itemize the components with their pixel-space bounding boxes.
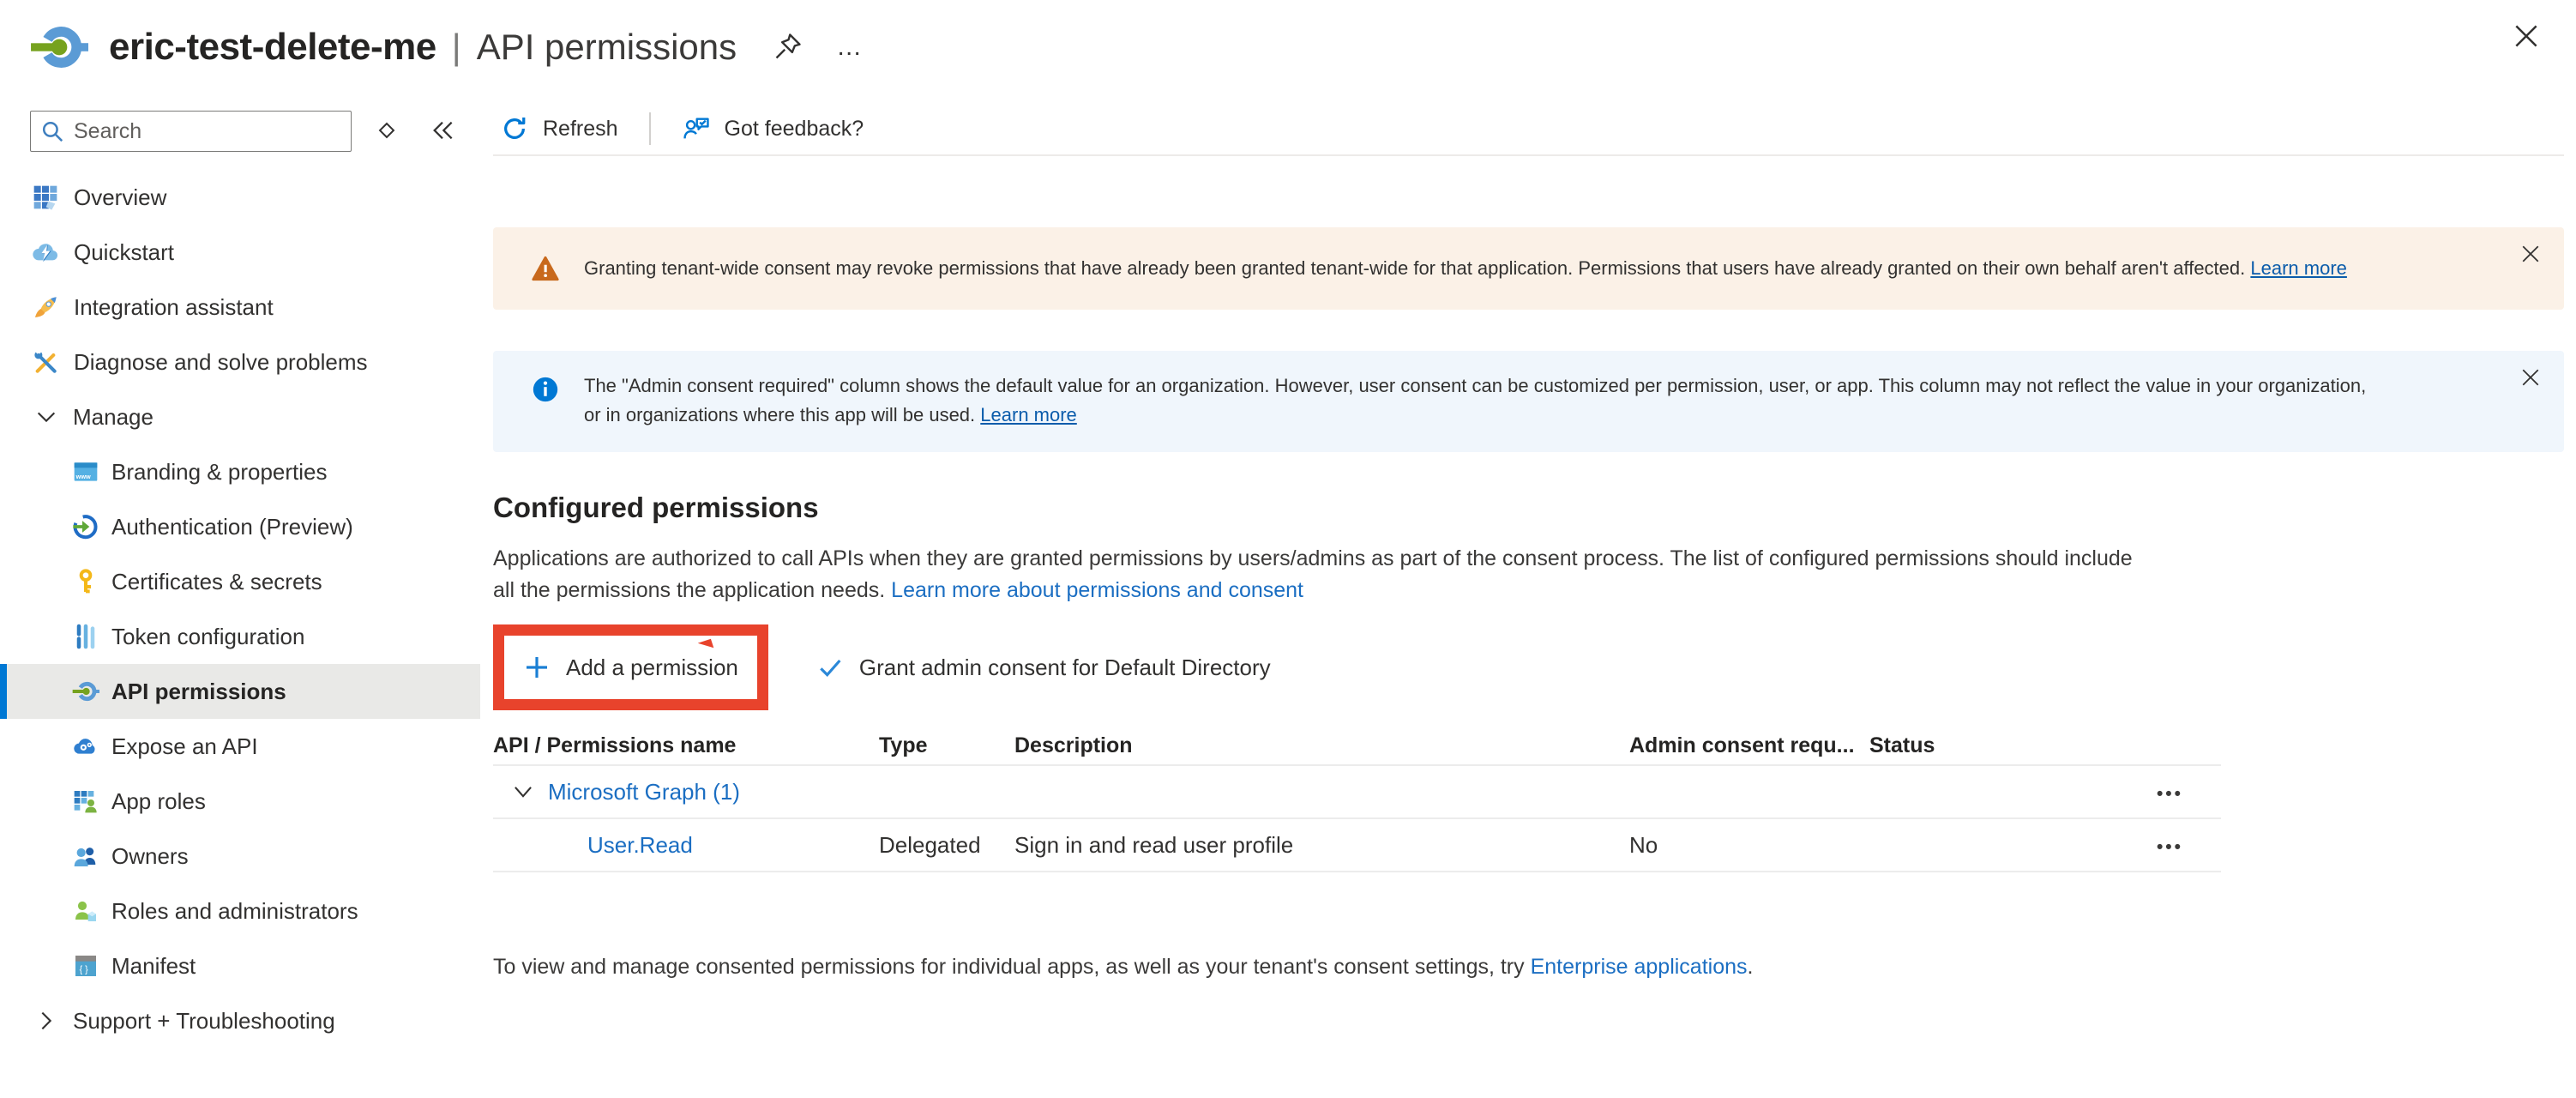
branding-icon [72, 458, 99, 486]
search-input[interactable] [30, 111, 352, 152]
info-dismiss-button[interactable] [2518, 365, 2543, 393]
sidebar-item-overview[interactable]: Overview [0, 170, 480, 225]
row-actions-button[interactable]: ••• [2156, 836, 2183, 857]
sidebar-item-roles-admins[interactable]: Roles and administrators [0, 884, 480, 938]
page-title: eric-test-delete-me | API permissions [109, 26, 737, 68]
close-icon [2518, 365, 2543, 390]
table-row [493, 819, 2221, 872]
table-group-row [493, 766, 2221, 819]
feedback-icon [682, 114, 711, 143]
feedback-button[interactable]: Got feedback? [675, 114, 871, 143]
table-header-row [493, 727, 2221, 766]
sidebar-item-authentication[interactable]: Authentication (Preview) [0, 499, 480, 554]
sidebar-group-manage[interactable]: Manage [0, 389, 480, 444]
people-icon [72, 842, 99, 870]
app-registration-icon [30, 18, 88, 76]
pin-icon [773, 31, 803, 62]
tools-icon [32, 348, 59, 376]
quickstart-icon [32, 238, 59, 266]
add-permission-button[interactable]: Add a permission [504, 636, 757, 699]
sidebar-item-expose-api[interactable]: Expose an API [0, 719, 480, 774]
group-row-actions-button[interactable]: ••• [2156, 783, 2183, 804]
section-title: Configured permissions [493, 492, 819, 523]
main-content [493, 103, 2564, 980]
enterprise-applications-link[interactable]: Enterprise applications [1530, 955, 1748, 979]
sidebar [0, 110, 480, 1048]
sidebar-search-row [0, 110, 480, 153]
chevron-down-icon [512, 781, 534, 803]
manifest-icon [72, 952, 99, 980]
col-header-status: Status [1869, 733, 1935, 757]
footer-note: To view and manage consented permissions for individual apps, as well as your tenant's consent settings, try Enterprise applications. [493, 955, 1754, 979]
warning-learn-more-link[interactable]: Learn more [2250, 257, 2347, 279]
key-icon [72, 568, 99, 595]
search-icon [40, 119, 64, 143]
person-cube-icon [72, 897, 99, 925]
diamond-icon [374, 118, 400, 143]
checkmark-icon [816, 654, 844, 681]
grant-admin-consent-button[interactable]: Grant admin consent for Default Directory [797, 636, 1290, 699]
authentication-icon [72, 513, 99, 540]
annotation-highlight [493, 624, 768, 710]
sidebar-item-quickstart[interactable]: Quickstart [0, 225, 480, 280]
blade-name: API permissions [476, 27, 737, 67]
refresh-icon [500, 114, 529, 143]
permissions-table [493, 727, 2221, 872]
toolbar-separator [649, 112, 651, 145]
page-header [0, 0, 2576, 94]
sidebar-item-api-permissions[interactable]: API permissions [0, 664, 480, 719]
section-description: Applications are authorized to call APIs when they are granted permissions by users/admins as part of the consent process. The list of configured permissions should include all the permissions the application needs. Learn more about permissions and consent [493, 546, 2133, 602]
warning-icon [531, 254, 560, 283]
close-icon [2509, 19, 2543, 53]
col-header-name: API / Permissions name [493, 733, 737, 757]
close-blade-button[interactable] [2509, 19, 2543, 56]
permission-type: Delegated [879, 831, 981, 858]
sidebar-item-certificates[interactable]: Certificates & secrets [0, 554, 480, 609]
permissions-consent-link[interactable]: Learn more about permissions and consent [891, 578, 1304, 602]
chevron-right-icon [34, 1009, 58, 1033]
svg-text:www: www [75, 473, 91, 480]
permission-admin-consent: No [1629, 831, 1658, 858]
rocket-icon [32, 293, 59, 321]
api-permissions-icon [72, 678, 99, 705]
info-learn-more-link[interactable]: Learn more [980, 404, 1077, 425]
col-header-type: Type [879, 733, 928, 757]
overview-icon [32, 184, 59, 211]
info-icon [531, 375, 560, 404]
col-header-admin-consent: Admin consent requ... [1629, 733, 1855, 757]
more-commands-button[interactable]: … [836, 33, 864, 61]
cloud-gears-icon [72, 733, 99, 760]
collapse-sidebar-button[interactable] [425, 113, 460, 150]
sidebar-item-diagnose[interactable]: Diagnose and solve problems [0, 335, 480, 389]
info-banner [493, 351, 2564, 452]
sidebar-group-support[interactable]: Support + Troubleshooting [0, 993, 480, 1048]
api-group-link[interactable]: Microsoft Graph (1) [548, 778, 740, 805]
sidebar-item-token-configuration[interactable]: Token configuration [0, 609, 480, 664]
search-box [30, 111, 352, 152]
info-text: The "Admin consent required" column shows the default value for an organization. However, user consent can be customized per permission, user, or app. This column may not reflect the value in your organization, or in organizations where this app will be used. Learn more [584, 375, 2367, 425]
close-icon [2518, 241, 2543, 267]
pin-button[interactable] [773, 31, 803, 64]
warning-text: Granting tenant-wide consent may revoke permissions that have already been granted tenant-wide for that application. Permissions that users have already granted on their own behalf aren't affected. Learn more [584, 257, 2347, 279]
plus-icon [523, 654, 551, 681]
warning-dismiss-button[interactable] [2518, 241, 2543, 269]
expand-group-button[interactable] [512, 781, 534, 803]
sliders-icon [72, 623, 99, 650]
refresh-button[interactable]: Refresh [493, 114, 625, 143]
permission-link[interactable]: User.Read [587, 831, 693, 858]
sidebar-item-branding[interactable]: www Branding & properties [0, 444, 480, 499]
sidebar-nav [0, 170, 480, 1048]
sidebar-item-integration-assistant[interactable]: Integration assistant [0, 280, 480, 335]
sidebar-item-app-roles[interactable]: App roles [0, 774, 480, 829]
warning-banner [493, 227, 2564, 310]
sidebar-item-owners[interactable]: Owners [0, 829, 480, 884]
svg-text:{ }: { } [79, 964, 88, 975]
grid-person-icon [72, 787, 99, 815]
permission-actions-row [493, 620, 2564, 715]
double-chevron-left-icon [429, 117, 456, 144]
reorder-button[interactable] [370, 114, 403, 149]
col-header-description: Description [1014, 733, 1133, 757]
app-name: eric-test-delete-me [109, 26, 436, 68]
sidebar-item-manifest[interactable]: { } Manifest [0, 938, 480, 993]
command-bar [493, 103, 2564, 156]
permission-description: Sign in and read user profile [1014, 831, 1294, 858]
chevron-down-icon [34, 405, 58, 429]
